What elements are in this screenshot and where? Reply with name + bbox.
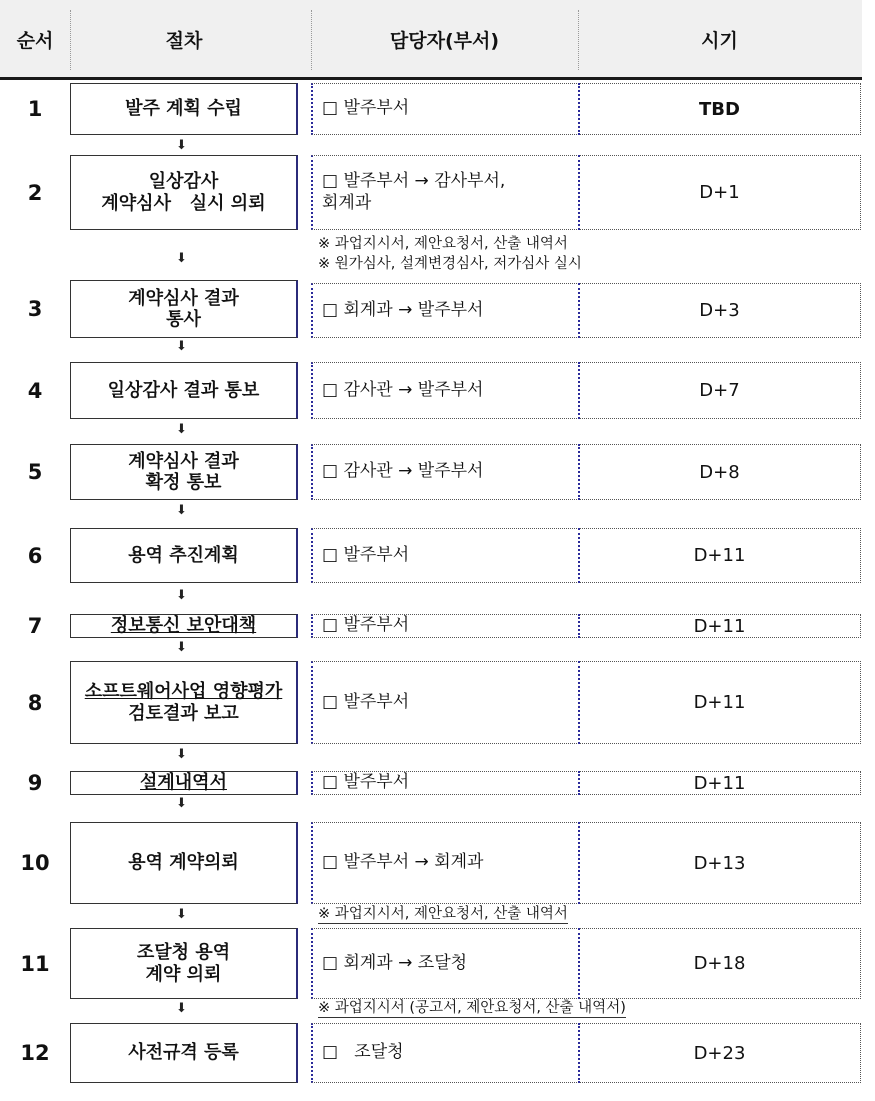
arrow-down-icon: ⬇ [176,251,187,266]
header-separator [578,10,579,70]
timing-cell: D+11 [693,772,746,794]
dept-cell: □ 회계과 → 발주부서 [322,299,484,320]
header-seq: 순서 [16,29,54,52]
dept-cell: □ 발주부서 → 회계과 [322,852,484,873]
step-number: 10 [20,851,50,875]
dept-cell: □ 발주부서 [322,98,410,119]
step-box: 발주 계획 수립 [70,83,298,135]
header-separator [311,10,312,70]
timing-cell: D+18 [693,953,746,974]
note-text: ※ 과업지시서 (공고서, 제안요청서, 산출 내역서) [318,1000,626,1018]
timing-cell: D+7 [699,380,740,401]
arrow-down-icon: ⬇ [176,422,187,437]
step-number: 6 [27,543,43,568]
step-number: 1 [27,97,43,121]
step-box: 설계내역서 [70,771,298,795]
step-box: 계약심사 결과 통사 [70,280,298,338]
step-box: 일상감사 계약심사 실시 의뢰 [70,155,298,230]
dept-cell: □ 발주부서 [322,772,410,793]
timing-cell: D+3 [699,300,740,321]
timing-cell: D+8 [699,461,740,483]
step-box: 용역 계약의뢰 [70,822,298,904]
step-box: 소프트웨어사업 영향평가 검토결과 보고 [70,661,298,744]
dept-cell: □ 발주부서 → 감사부서, 회계과 [322,171,506,213]
note-text: ※ 원가심사, 설계변경심사, 저가심사 실시 [318,256,582,272]
arrow-down-icon: ⬇ [176,747,187,762]
dept-cell: □ 발주부서 [322,544,410,565]
arrow-down-icon: ⬇ [176,138,187,153]
arrow-down-icon: ⬇ [176,588,187,603]
header-time: 시기 [701,29,738,52]
step-box: 계약심사 결과 확정 통보 [70,444,298,500]
arrow-down-icon: ⬇ [176,796,187,811]
step-number: 12 [20,1041,50,1065]
step-box: 용역 추진계획 [70,528,298,583]
dept-cell: □ 발주부서 [322,615,410,636]
timing-cell: TBD [699,98,740,120]
step-number: 7 [27,614,43,638]
step-number: 11 [20,951,50,976]
header-step: 절차 [165,29,203,52]
timing-cell: D+23 [693,1042,746,1064]
dept-cell: □ 감사관 → 발주부서 [322,379,484,400]
arrow-down-icon: ⬇ [176,1001,187,1016]
timing-cell: D+11 [693,692,746,713]
timing-cell: D+13 [693,852,746,874]
arrow-down-icon: ⬇ [176,339,187,354]
step-number: 2 [27,180,43,205]
dept-cell: □ 감사관 → 발주부서 [322,461,484,482]
step-number: 3 [27,297,43,321]
note-text: ※ 과업지시서, 제안요청서, 산출 내역서 [318,906,568,924]
step-number: 9 [27,771,43,795]
timing-cell: D+1 [699,182,740,203]
timing-cell: D+11 [693,545,746,566]
arrow-down-icon: ⬇ [176,640,187,655]
header-separator [70,10,71,70]
arrow-down-icon: ⬇ [176,503,187,518]
dept-cell: □ 조달청 [322,1042,404,1063]
timing-cell: D+11 [693,615,746,637]
step-number: 4 [27,378,43,403]
dept-cell: □ 발주부서 [322,691,410,712]
note-text: ※ 과업지시서, 제안요청서, 산출 내역서 [318,236,568,252]
step-box: 조달청 용역 계약 의뢰 [70,928,298,999]
step-box: 사전규격 등록 [70,1023,298,1083]
step-number: 5 [27,460,43,484]
dept-cell: □ 회계과 → 조달청 [322,952,468,973]
arrow-down-icon: ⬇ [176,907,187,922]
step-box: 일상감사 결과 통보 [70,362,298,419]
step-number: 8 [27,690,43,715]
step-box: 정보통신 보안대책 [70,614,298,638]
header-dept: 담당자(부서) [389,29,500,52]
